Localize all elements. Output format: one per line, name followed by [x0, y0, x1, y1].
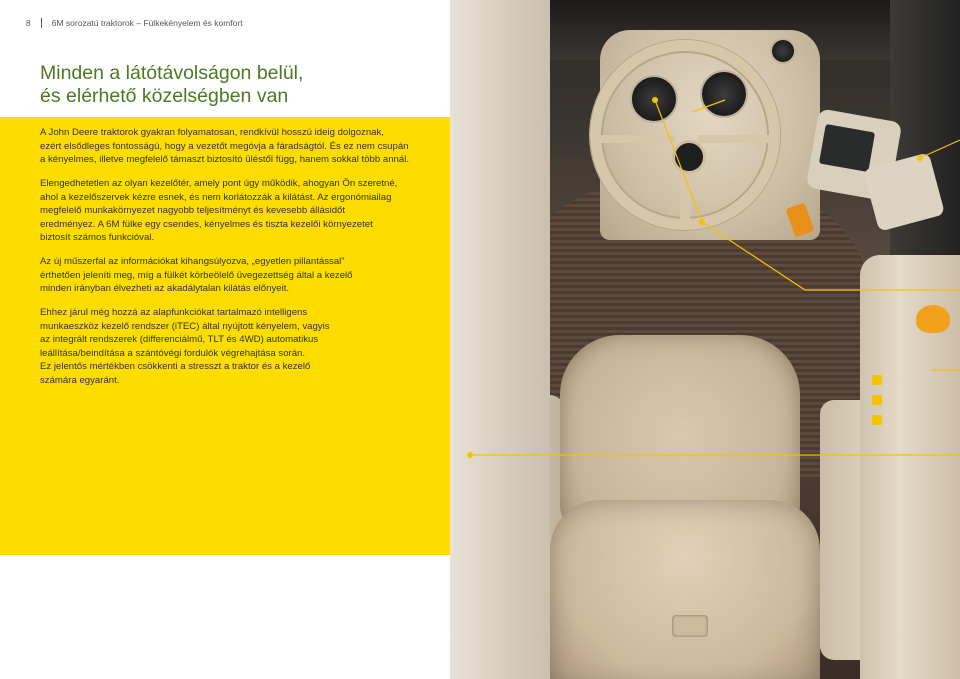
- text-line: eredményez. A 6M fülke egy csendes, kényelmes és tiszta kezelői környezetet: [40, 218, 373, 230]
- paragraph-4: [40, 306, 440, 387]
- callout-dot: [917, 155, 923, 161]
- paragraph-2: [40, 177, 440, 245]
- callout-dot: [699, 219, 705, 225]
- text-line: biztosít számos funkcióval.: [40, 232, 155, 243]
- text-line: megfelelő munkakörnyezet nagyobb teljesítményt és kevesebb állásidőt: [40, 205, 346, 216]
- text-line: leállítása/beindítása a szántóvégi fordulók végrehajtása során.: [40, 347, 306, 359]
- tractor-cab-photo: [450, 0, 960, 679]
- text-line: Ehhez járul még hozzá az alapfunkciókat tartalmazó intelligens: [40, 307, 308, 318]
- page-number: 8: [26, 18, 31, 28]
- text-line: minden irányban élvezheti az akadálytalan kilátás előnyeit.: [40, 283, 290, 294]
- text-line: Ez jelentős mértékben csökkenti a stresszt a traktor és a kezelő: [40, 361, 311, 372]
- callout-dot: [652, 97, 658, 103]
- text-line: ezért elsődleges fontosságú, hogy a vezetőt megóvja a fáradságtól. És ez nem csupán: [40, 140, 409, 152]
- page-title-line-2: és elérhető közelségben van: [40, 85, 289, 107]
- text-line: Az új műszerfal az információkat kihangsúlyozva, „egyetlen pillantással”: [40, 256, 345, 267]
- paragraph-3: [40, 255, 440, 296]
- paragraph-1: [40, 126, 440, 167]
- callout-line: [655, 100, 702, 222]
- callout-line: [692, 100, 725, 112]
- text-line: számára egyaránt.: [40, 374, 120, 386]
- callout-line: [920, 140, 960, 158]
- text-line: érthetően jeleníti meg, míg a fülkét körbeölelő üvegezettség által a kezelő: [40, 269, 353, 281]
- text-line: az integrált rendszerek (differenciálmű, TLT és 4WD) automatikus: [40, 334, 319, 345]
- text-line: ahol a kezelőszervek kézre esnek, és nem korlátozzák a kilátást. Az ergonómiailag: [40, 191, 392, 203]
- text-line: A John Deere traktorok gyakran folyamatosan, rendkívül hosszú ideig dolgoznak,: [40, 127, 384, 138]
- callout-lines: [450, 0, 960, 679]
- section-title: 6M sorozatú traktorok – Fülkekényelem és komfort: [51, 18, 243, 28]
- text-line: Elengedhetetlen az olyan kezelőtér, amely pont úgy működik, ahogyan Ön szeretné,: [40, 178, 398, 189]
- page-header: [26, 16, 243, 30]
- callout-line: [702, 222, 960, 290]
- body-text: [40, 126, 440, 398]
- text-line: munkaeszköz kezelő rendszer (iTEC) által nyújtott kényelem, vagyis: [40, 320, 330, 332]
- header-divider: [41, 18, 42, 28]
- callout-dot: [467, 452, 473, 458]
- page-title-line-1: Minden a látótávolságon belül,: [40, 62, 304, 84]
- text-line: a kényelmes, illetve megfelelő támaszt biztosító üléstől függ, hanem sokkal több annál.: [40, 154, 410, 165]
- page-title: [40, 62, 400, 108]
